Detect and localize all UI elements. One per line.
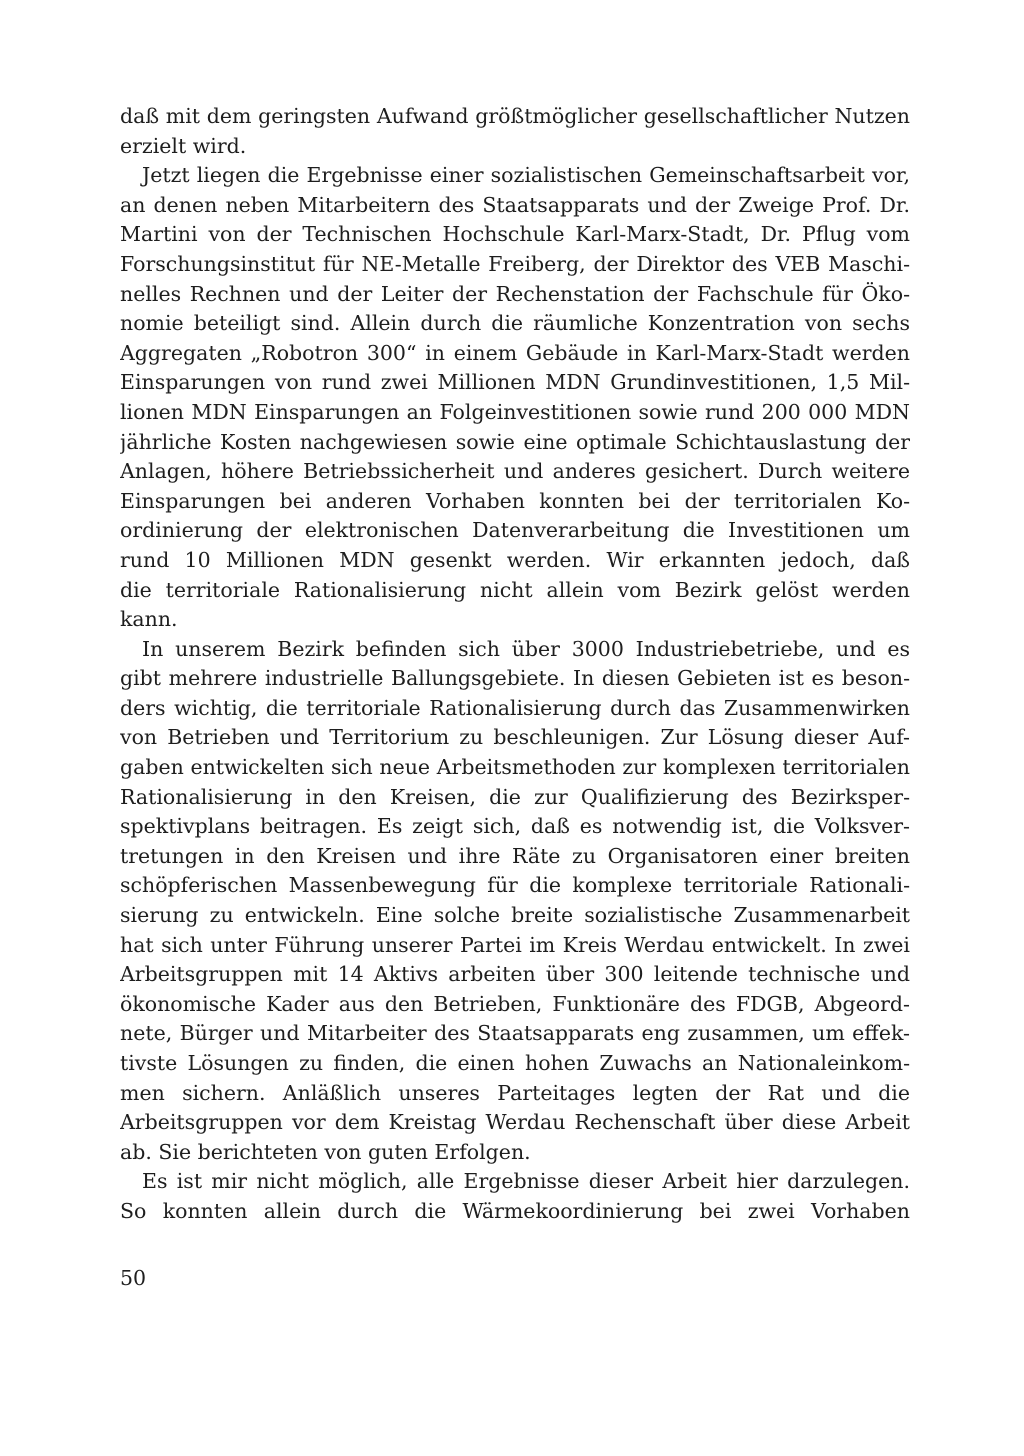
text-line: Einsparungen von rund zwei Millionen MDN Grundinvestitionen, 1,5 Mil- [120,370,910,395]
text-line: lionen MDN Einsparungen an Folgeinvestitionen sowie rund 200 000 MDN [120,399,910,424]
text-line: sierung zu entwickeln. Eine solche breite sozialistische Zusammenarbeit [120,903,910,928]
paragraph-4 [120,1167,910,1226]
text-line: tretungen in den Kreisen und ihre Räte zu Organisatoren einer breiten [120,843,910,868]
text-line: ordinierung der elektronischen Datenverarbeitung die Investitionen um [120,518,910,543]
text-line: Arbeitsgruppen vor dem Kreistag Werdau Rechenschaft über diese Arbeit [120,1110,910,1135]
text-line: von Betrieben und Territorium zu beschleunigen. Zur Lösung dieser Auf- [120,725,910,750]
text-line: Rationalisierung in den Kreisen, die zur Qualifizierung des Bezirksper- [120,784,910,809]
text-line: rund 10 Millionen MDN gesenkt werden. Wir erkannten jedoch, daß [120,547,910,572]
page-number: 50 [120,1266,147,1290]
text-line: So konnten allein durch die Wärmekoordinierung bei zwei Vorhaben [120,1198,910,1223]
text-line: die territoriale Rationalisierung nicht allein vom Bezirk gelöst werden [120,577,910,602]
text-line: ökonomische Kader aus den Betrieben, Funktionäre des FDGB, Abgeord- [120,991,910,1016]
text-line: an denen neben Mitarbeitern des Staatsapparats und der Zweige Prof. Dr. [120,192,910,217]
text-line: Anlagen, höhere Betriebssicherheit und anderes gesichert. Durch weitere [120,459,910,484]
text-line: Martini von der Technischen Hochschule Karl-Marx-Stadt, Dr. Pflug vom [120,222,910,247]
text-line: In unserem Bezirk befinden sich über 3000 Industriebetriebe, und es [142,636,910,661]
text-line: nete, Bürger und Mitarbeiter des Staatsapparats eng zusammen, um effek- [120,1021,910,1046]
text-line: Arbeitsgruppen mit 14 Aktivs arbeiten über 300 leitende technische und [120,962,910,987]
text-line: ders wichtig, die territoriale Rationalisierung durch das Zusammenwirken [120,695,910,720]
text-line: nomie beteiligt sind. Allein durch die räumliche Konzentration von sechs [120,311,910,336]
text-line: nelles Rechnen und der Leiter der Rechenstation der Fachschule für Öko- [120,281,910,306]
text-line: daß mit dem geringsten Aufwand größtmöglicher gesellschaftlicher Nutzen [120,104,910,128]
paragraph-2 [120,161,910,635]
text-line: men sichern. Anläßlich unseres Parteitages legten der Rat und die [120,1080,910,1105]
text-line: schöpferischen Massenbewegung für die komplexe territoriale Rationali- [120,873,910,898]
text-line: jährliche Kosten nachgewiesen sowie eine optimale Schichtauslastung der [120,429,910,454]
paragraph-1 [120,102,910,161]
paragraph-3 [120,635,910,1168]
text-line: ab. Sie berichteten von guten Erfolgen. [120,1139,531,1164]
text-line: Aggregaten „Robotron 300“ in einem Gebäude in Karl-Marx-Stadt werden [120,340,910,365]
body-text [120,102,910,1227]
text-line: kann. [120,607,178,632]
text-line: spektivplans beitragen. Es zeigt sich, daß es notwendig ist, die Volksver- [120,814,910,839]
text-line: gibt mehrere industrielle Ballungsgebiete. In diesen Gebieten ist es beson- [120,666,910,691]
text-line: Einsparungen bei anderen Vorhaben konnten bei der territorialen Ko- [120,488,910,513]
text-line: tivste Lösungen zu finden, die einen hohen Zuwachs an Nationaleinkom- [120,1051,910,1075]
text-line: erzielt wird. [120,133,247,158]
text-line: Jetzt liegen die Ergebnisse einer sozialistischen Gemeinschaftsarbeit vor, [142,163,910,188]
text-line: hat sich unter Führung unserer Partei im Kreis Werdau entwickelt. In zwei [120,932,910,957]
text-line: Forschungsinstitut für NE-Metalle Freiberg, der Direktor des VEB Maschi- [120,251,910,276]
text-line: gaben entwickelten sich neue Arbeitsmethoden zur komplexen territorialen [120,755,910,780]
text-line: Es ist mir nicht möglich, alle Ergebnisse dieser Arbeit hier darzulegen. [142,1169,910,1194]
